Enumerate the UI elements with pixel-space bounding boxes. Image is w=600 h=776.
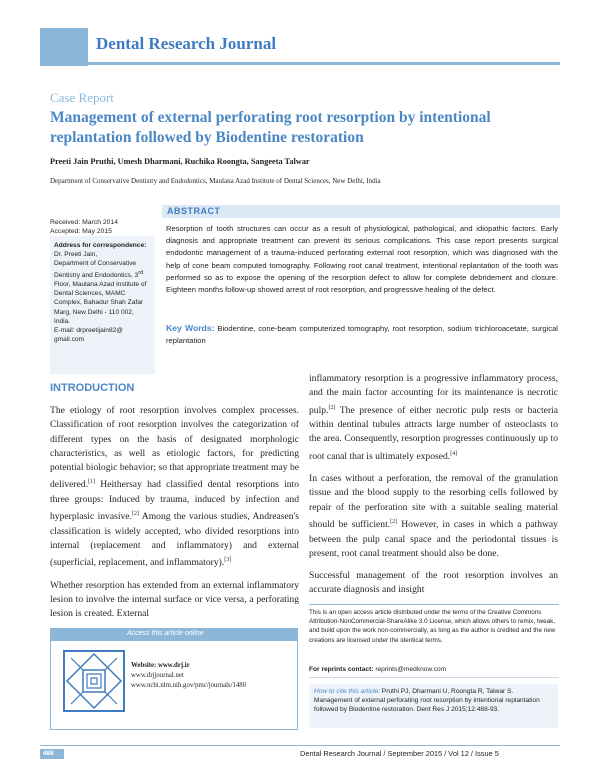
p4-text-b: However, in cases in which a pathway between the pulp canal space and the periodontal tissues is present, root canal treatment should also be done. (309, 519, 558, 559)
journal-logo-box (40, 28, 88, 66)
intro-paragraph-3 (309, 372, 558, 464)
correspondence-name: Dr. Preeti Jain, (54, 251, 98, 259)
website-link-3[interactable]: www.ncbi.nlm.nih.gov/pmc/journals/1480 (131, 682, 247, 689)
footer-journal-info: Dental Research Journal / September 2015 / Vol 12 / Issue 5 (300, 749, 499, 758)
access-heading-bar (51, 629, 297, 641)
ref-5[interactable]: [4] (450, 450, 458, 457)
intro-paragraph-2: Whether resorption has extended from an external inflammatory lesion to involve the internal surface or vice versa, a perforating lesion is created. External (50, 579, 299, 620)
reprints-email[interactable]: reprints@medknow.com (373, 666, 447, 673)
page-number-badge (40, 749, 64, 759)
keywords-label: Key Words: (166, 323, 215, 333)
correspondence-label: Address for correspondence: (54, 242, 147, 249)
footer-rule (40, 745, 560, 746)
received-date: Received: March 2014 (50, 219, 119, 226)
authors: Preeti Jain Pruthi, Umesh Dharmani, Ruchika Roongta, Sangeeta Talwar (50, 157, 310, 166)
p1-text-b: Heithersay had classified dental resorptions into three groups: Induced by trauma, induced by infection and hyperplasic invasive. (50, 479, 299, 523)
column-left (50, 404, 299, 630)
ref-2[interactable]: [2] (131, 511, 139, 518)
dates (50, 218, 118, 236)
abstract-heading-bar (162, 205, 560, 218)
page-number: 488 (43, 750, 54, 757)
p4-text-a: In cases without a perforation, the removal of the granulation tissue and the blood supply to the resorbing cells followed by repair of the perforation site with a suitable sealing material should be sufficient. (309, 473, 558, 531)
address-rest: Floor, Maulana Azad Institute of Dental Sciences, MAMC Complex, Bahadur Shah Zafar Marg, New Delhi - 110 002, India. (54, 281, 147, 325)
p3-text-a: inflammatory resorption is a progressive inflammatory process, and the main factor accounting for its maintenance is necrotic pulp. (309, 373, 558, 416)
journal-title: Dental Research Journal (96, 34, 277, 53)
keywords-text: Biodentine, cone-beam computerized tomography, root resorption, sodium trichloroacetate, surgical replantation (166, 324, 558, 346)
citation-label: How to cite this article: (314, 688, 380, 695)
citation-text: Pruthi PJ, Dharmani U, Roongta R, Talwar S. Management of external perforating root resorption by intentional replantation followed by Biodentine restoration. Dent Res J 2015;12:488-93. (314, 688, 540, 713)
correspondence-box (50, 236, 155, 374)
website-link[interactable]: Website: www.drj.ir (131, 662, 190, 669)
abstract-heading: ABSTRACT (167, 206, 221, 216)
ref-1[interactable]: [1] (88, 479, 96, 486)
citation-box (309, 684, 558, 728)
correspondence-email[interactable]: E-mail: drpreetijain82@ gmail.com (54, 327, 123, 344)
ref-3[interactable]: [3] (224, 557, 232, 564)
correspondence-dept: Department of Conservative Dentistry and Endodontics, (54, 260, 137, 279)
ref-6[interactable]: [2] (390, 519, 398, 526)
intro-paragraph-4 (309, 472, 558, 561)
website-link-2[interactable]: www.drjjournal.net (131, 672, 184, 679)
access-links (131, 661, 246, 691)
access-box (50, 628, 298, 730)
p1-text-c: Among the various studies, Andreasen's classification is widely accepted, who divided resorptions into internal (replacement and inflammatory) and external (superficial, replacement, and inflammatory). (50, 511, 299, 569)
p1-text-a: The etiology of root resorption involves complex processes. Classification of root resorption involves the categorization of different types on the basis of designated morphologic characteristics, as well as etiologic factors, for predicting potential biologic behavior; so that appropriate treatment may be delivered. (50, 405, 299, 491)
header-rule (88, 62, 560, 65)
article-type: Case Report (50, 90, 114, 105)
p3-text-b: The presence of either necrotic pulp rests or bacteria within dentinal tubules attracts large number of osteoclasts to the area. Consequently, resorption progresses continuously up to root canal that is ultimately exposed. (309, 404, 558, 462)
keywords (166, 322, 558, 347)
intro-paragraph-1 (50, 404, 299, 571)
accepted-date: Accepted: May 2015 (50, 228, 112, 235)
journal-emblem-icon (63, 650, 125, 712)
abstract-text: Resorption of tooth structures can occur as a result of physiological, pathological, and idiopathic factors. Early diagnosis and appropriate treatment can prevent its serious complications. This case report presents surgical endodontic management of a trauma-induced perforating external root resorption, which was diagnosed with the help of cone beam computed tomography. Following root canal treatment, intentional replantation of the tooth was performed so as to expose the opening of the resorption defect to allow for complete debridement and closure. Eighteen months follow-up showed arrest of root resorption, and progressive healing of the defect. (166, 224, 558, 295)
access-heading: Access this article online (127, 630, 204, 637)
affiliation: Department of Conservative Dentistry and Endodontics, Maulana Azad Institute of Dental Sciences, New Delhi, India (50, 177, 381, 185)
floor-number: 3 (134, 271, 139, 279)
intro-paragraph-5: Successful management of the root resorption involves an accurate diagnosis and insight (309, 570, 558, 596)
floor-suffix: rd (138, 269, 144, 276)
license-text: This is an open access article distributed under the terms of the Creative Commons Attribution-NonCommercial-ShareAlike 3.0 License, which allows others to remix, tweak, and build upon the work non-commercially, as long as the author is credited and the new creations are licensed under the identical terms. (309, 604, 559, 645)
column-right (309, 372, 558, 606)
article-title: Management of external perforating root resorption by intentional replantation followed by Biodentine restoration (50, 109, 491, 146)
reprints-label: For reprints contact: (309, 666, 374, 673)
reprints (309, 666, 559, 678)
ref-4[interactable]: [2] (328, 404, 336, 411)
introduction-heading: INTRODUCTION (50, 382, 135, 394)
